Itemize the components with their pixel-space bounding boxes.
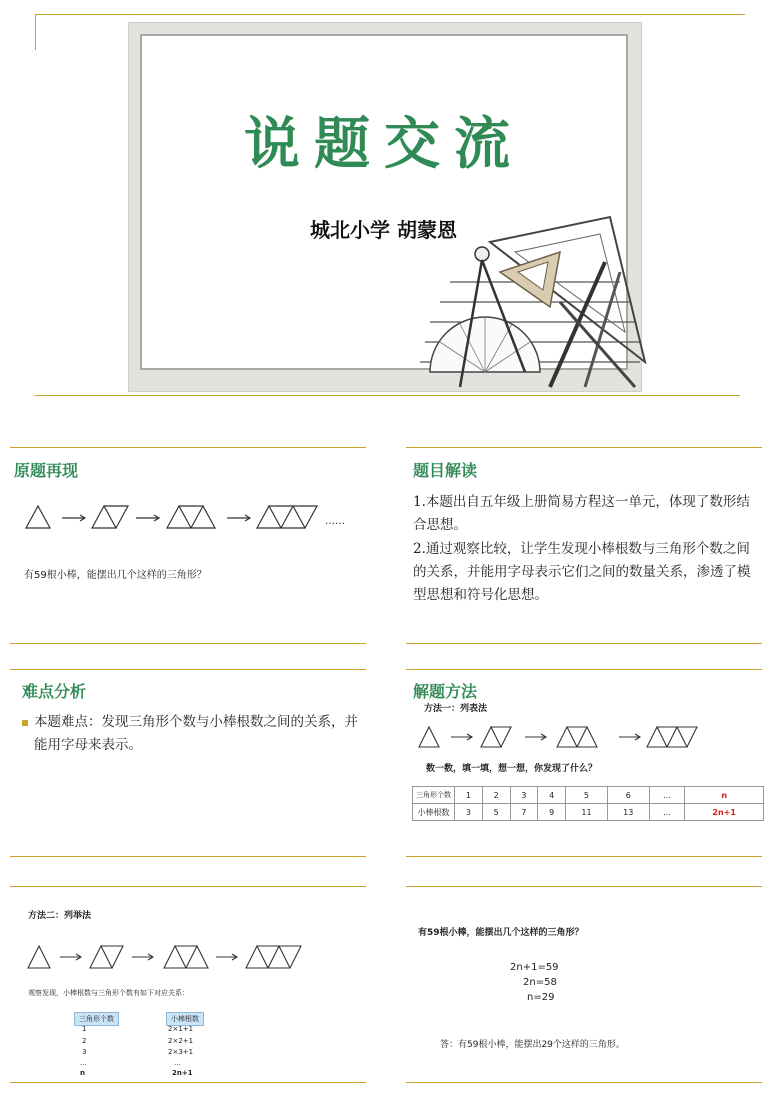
slide3-point-2: 2.通过观察比较，让学生发现小棒根数与三角形个数之间的关系，并能用字母表示它们之间的数量关系，渗透了模型思想和符号化思想。: [413, 541, 751, 603]
slide-title: 说题交流: [244, 111, 524, 177]
list-item: 3: [82, 1048, 87, 1056]
col1-header-label: 三角形个数: [74, 1012, 119, 1026]
table-cell: 1: [455, 787, 483, 804]
equation-1: 2n+1=59: [510, 962, 559, 973]
table-cell: …: [649, 804, 685, 821]
table-cell-formula: 2n+1: [685, 804, 764, 821]
slide3-heading: 题目解读: [413, 461, 478, 480]
slide5-bottom-rule: [406, 856, 762, 857]
table-cell: 6: [607, 787, 649, 804]
table-cell: 3: [455, 804, 483, 821]
list-item: 2×1+1: [168, 1025, 194, 1033]
slide2-question: 有59根小棒，能摆出几个这样的三角形？: [24, 570, 207, 581]
list-item: 1: [82, 1025, 87, 1033]
slide4-bullet: 本题难点：发现三角形个数与小棒根数之间的关系，并能用字母来表示。: [34, 714, 358, 753]
list-item: 2×2+1: [168, 1037, 194, 1045]
triangle-sequence: [22, 500, 342, 534]
list-item: 2n+1: [172, 1069, 193, 1077]
slide6-observe: 观察发现，小棒根数与三角形个数有如下对应关系：: [28, 989, 189, 997]
table-cell: 9: [538, 804, 566, 821]
col2-header: [166, 1006, 204, 1026]
equation-3: n=29: [527, 992, 555, 1003]
list-item: …: [80, 1059, 87, 1067]
title-slide: [0, 0, 780, 400]
table-cell: 7: [510, 804, 538, 821]
author-name: 城北小学 胡蒙恩: [310, 218, 457, 242]
slide5-top-rule: [406, 669, 762, 670]
table-cell: 13: [607, 804, 649, 821]
triangle-sequence-2: [415, 723, 715, 751]
table-cell: 5: [566, 787, 608, 804]
sequence-ellipsis: ……: [325, 516, 345, 527]
slide7-answer: 答：有59根小棒，能摆出29个这样的三角形。: [440, 1040, 625, 1050]
slide6-bottom-rule: [10, 1082, 366, 1083]
slide5-method: 方法一：列表法: [424, 704, 488, 714]
gold-rule-bottom: [35, 395, 740, 396]
table-row-label: 三角形个数: [413, 787, 455, 804]
slide3-point-1: 1.本题出自五年级上册简易方程这一单元，体现了数形结合思想。: [413, 494, 750, 533]
list-item: …: [174, 1059, 181, 1067]
list-item: n: [80, 1069, 85, 1077]
gold-rule-left: [35, 14, 36, 50]
table-row-label: 小棒根数: [413, 804, 455, 821]
slide2-heading: 原题再现: [14, 461, 79, 480]
slide4-heading: 难点分析: [22, 682, 87, 701]
list-item: 2×3+1: [168, 1048, 194, 1056]
slide2-bottom-rule: [10, 643, 366, 644]
slide2-top-rule: [10, 447, 366, 448]
table-cell: 11: [566, 804, 608, 821]
drawing-tools-illustration: [420, 212, 650, 392]
count-table: [412, 786, 764, 821]
slide6-top-rule: [10, 886, 366, 887]
slide5-heading: 解题方法: [413, 682, 478, 701]
slide4-top-rule: [10, 669, 366, 670]
slide3-top-rule: [406, 447, 762, 448]
gold-rule-top: [35, 14, 745, 15]
table-cell-n: n: [685, 787, 764, 804]
slide3-bottom-rule: [406, 643, 762, 644]
slide7-top-rule: [406, 886, 762, 887]
slide7-question: 有59根小棒，能摆出几个这样的三角形？: [418, 928, 584, 938]
table-row: [413, 804, 764, 821]
col1-header: [74, 1006, 119, 1026]
bullet-square-icon: [22, 720, 28, 726]
table-cell: 3: [510, 787, 538, 804]
equation-2: 2n=58: [523, 977, 557, 988]
table-cell: 4: [538, 787, 566, 804]
table-cell: 2: [482, 787, 510, 804]
list-item: 2: [82, 1037, 87, 1045]
triangle-sequence-3: [24, 940, 324, 972]
table-cell: …: [649, 787, 685, 804]
col2-header-label: 小棒根数: [166, 1012, 204, 1026]
slide4-bottom-rule: [10, 856, 366, 857]
slide5-prompt: 数一数，填一填，想一想，你发现了什么？: [426, 764, 598, 774]
slide6-method: 方法二：列举法: [28, 911, 92, 921]
table-row: [413, 787, 764, 804]
slide7-bottom-rule: [406, 1082, 762, 1083]
table-cell: 5: [482, 804, 510, 821]
